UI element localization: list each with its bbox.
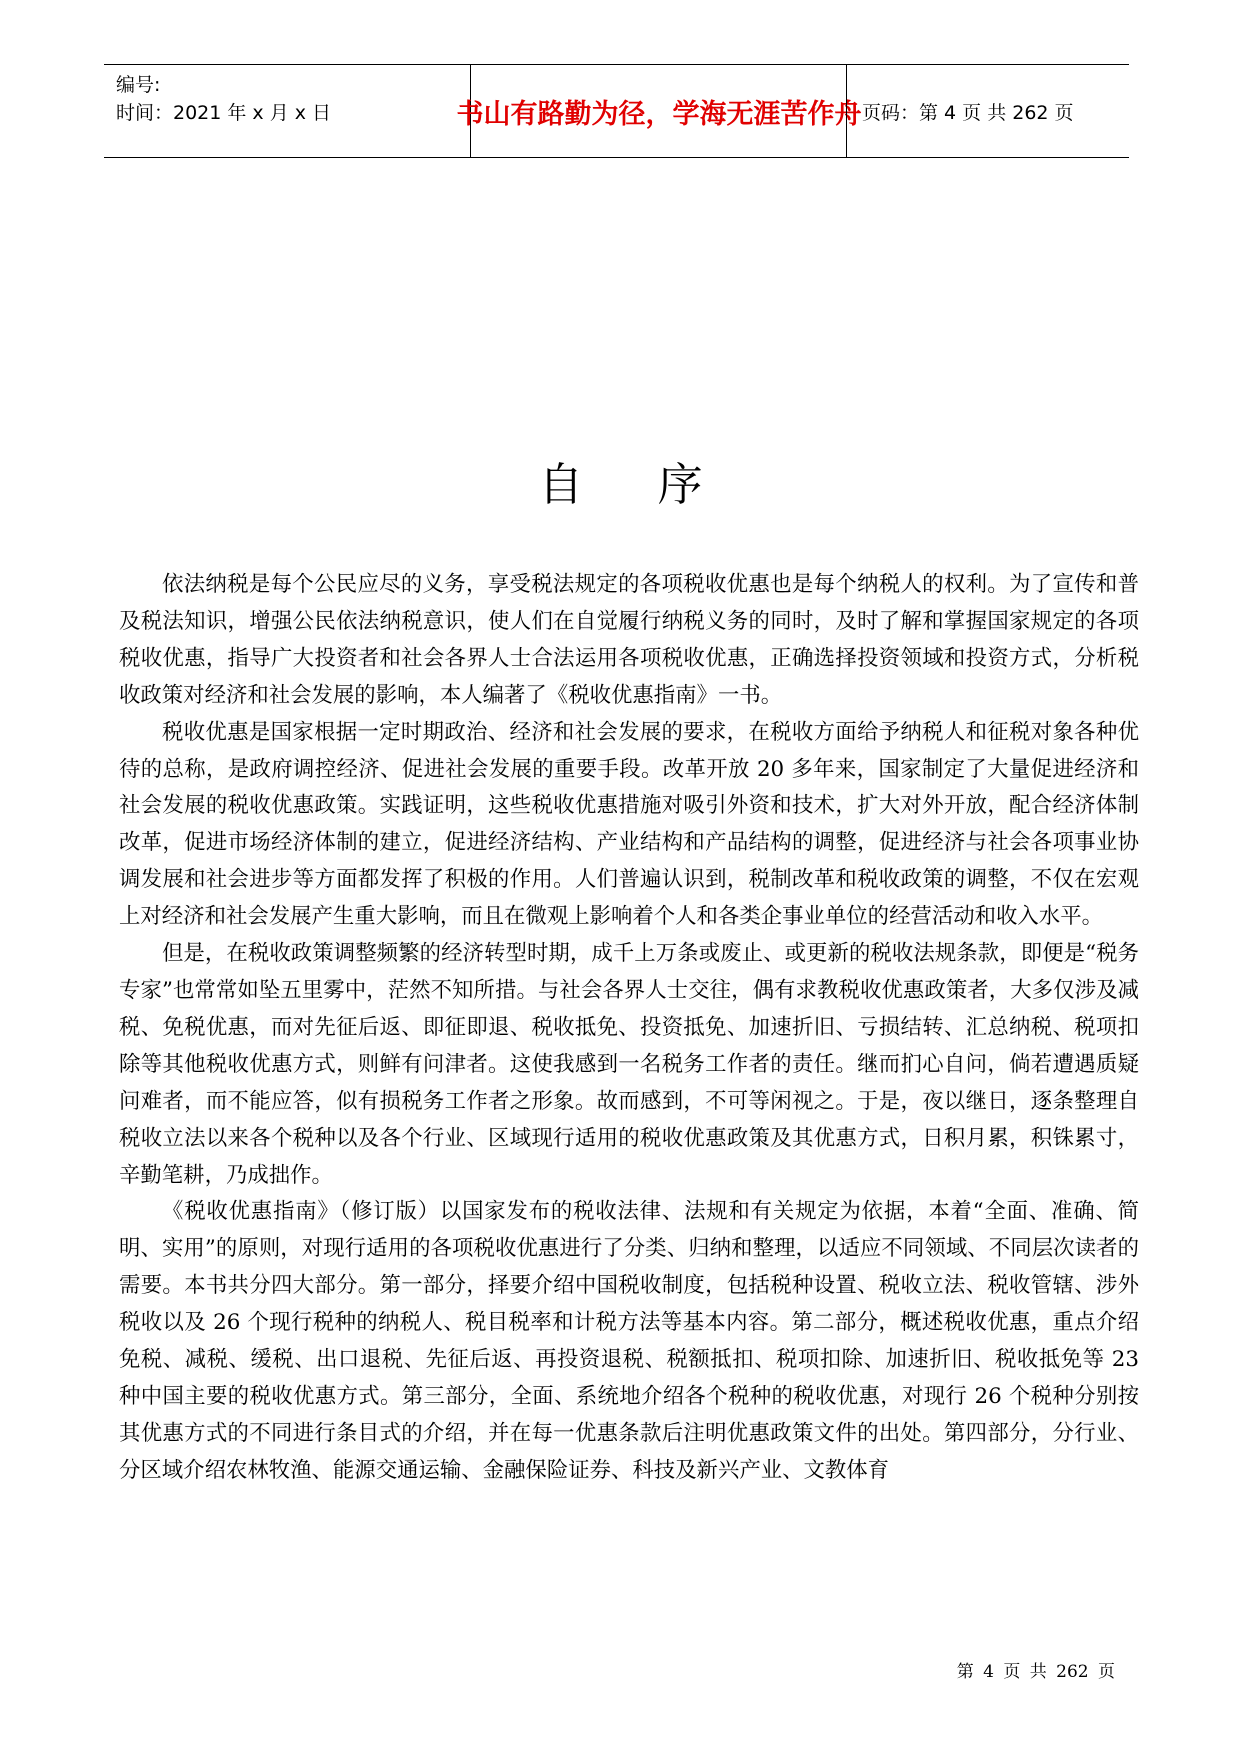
header-divider — [846, 65, 847, 157]
paragraph: 但是，在税收政策调整频繁的经济转型时期，成千上万条或废止、或更新的税收法规条款，即便是“税务专家”也常常如坠五里雾中，茫然不知所措。与社会各界人士交往，偶有求教税收优惠政策者，大多仅涉及减税、免税优惠，而对先征后返、即征即退、税收抵免、投资抵免、加速折旧、亏损结转、汇总纳税、税项扣除等其他税收优惠方式，则鲜有问津者。这使我感到一名税务工作者的责任。继而扪心自问，倘若遭遇质疑问难者，而不能应答，似有损税务工作者之形象。故而感到，不可等闲视之。于是，夜以继日，逐条整理自税收立法以来各个税种以及各个行业、区域现行适用的税收优惠政策及其优惠方式，日积月累，积铢累寸，辛勤笔耕，乃成拙作。 — [119, 941, 1139, 1188]
document-number-label: 编号: — [116, 74, 161, 96]
paragraph: 税收优惠是国家根据一定时期政治、经济和社会发展的要求，在税收方面给予纳税人和征税对象各种优待的总称，是政府调控经济、促进社会发展的重要手段。改革开放 20 多年来，国家制定了大量促进经济和社会发展的税收优惠政策。实践证明，这些税收优惠措施对吸引外资和技术，扩大对外开放，配合经济体制改革，促进市场经济体制的建立，促进经济结构、产业结构和产品结构的调整，促进经济与社会各项事业协调发展和社会进步等方面都发挥了积极的作用。人们普遍认识到，税制改革和税收政策的调整，不仅在宏观上对经济和社会发展产生重大影响，而且在微观上影响着个人和各类企事业单位的经营活动和收入水平。 — [119, 719, 1139, 930]
page-footer: 第 4 页 共 262 页 — [956, 1662, 1115, 1682]
paragraph: 《税收优惠指南》（修订版）以国家发布的税收法律、法规和有关规定为依据，本着“全面、准确、简明、实用”的原则，对现行适用的各项税收优惠进行了分类、归纳和整理，以适应不同领域、不同层次读者的需要。本书共分四大部分。第一部分，择要介绍中国税收制度，包括税种设置、税收立法、税收管辖、涉外税收以及 26 个现行税种的纳税人、税目税率和计税方法等基本内容。第二部分，概述税收优惠，重点介绍免税、减税、缓税、出口退税、先征后返、再投资退税、税额抵扣、税项扣除、加速折旧、税收抵免等 23 种中国主要的税收优惠方式。第三部分，全面、系统地介绍各个税种的税收优惠，对现行 26 个税种分别按其优惠方式的不同进行条目式的介绍，并在每一优惠条款后注明优惠政策文件的出处。第四部分，分行业、分区域介绍农林牧渔、能源交通运输、金融保险证券、科技及新兴产业、文教体育 — [119, 1199, 1139, 1483]
page-header — [104, 64, 1129, 158]
document-time-label: 时间：2021 年 x 月 x 日 — [116, 102, 332, 124]
header-page-info: 页码：第 4 页 共 262 页 — [862, 101, 1074, 124]
header-meta — [116, 71, 468, 151]
header-motto: 书山有路勤为径，学海无涯苦作舟 — [456, 98, 862, 130]
preface-body — [119, 567, 1139, 1490]
paragraph: 依法纳税是每个公民应尽的义务，享受税法规定的各项税收优惠也是每个纳税人的权利。为了宣传和普及税法知识，增强公民依法纳税意识，使人们在自觉履行纳税义务的同时，及时了解和掌握国家规定的各项税收优惠，指导广大投资者和社会各界人士合法运用各项税收优惠，正确选择投资领域和投资方式，分析税收政策对经济和社会发展的影响，本人编著了《税收优惠指南》一书。 — [119, 572, 1139, 708]
page-title: 自 序 — [538, 458, 733, 511]
